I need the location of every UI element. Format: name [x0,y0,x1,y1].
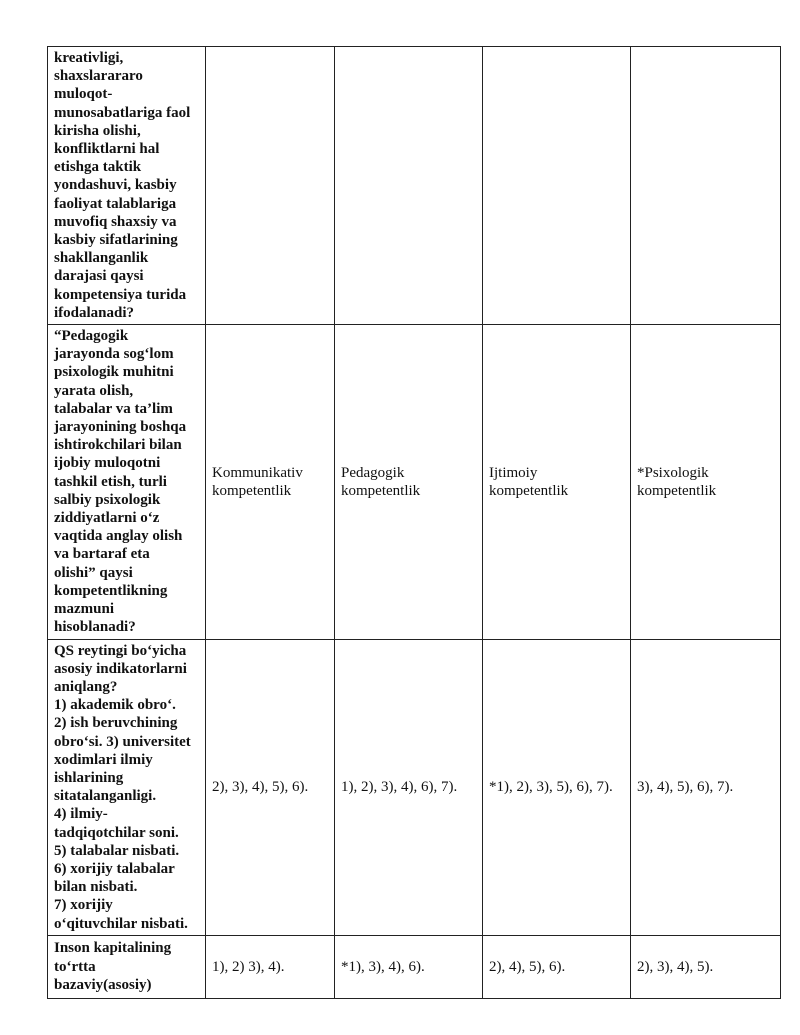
option-cell [206,935,335,998]
option-cell [335,325,483,639]
option-cell [483,325,631,639]
question-text: kreativligi, shaxslarararo muloqot- munosabatlariga faol kirisha olishi, konfliktlarni hal etishga taktik yondashuvi, kasbiy faoliyat talablariga muvofiq shaxsiy va kasbiy sifatlarining shakllanganlik darajasi qaysi kompetensiya turida ifodalanadi? [54,50,191,321]
option-text: *1), 2), 3), 5), 6), 7). [489,779,613,796]
option-cell [483,47,631,325]
option-text: 3), 4), 5), 6), 7). [637,779,734,796]
option-cell [206,47,335,325]
table-row [48,639,781,935]
option-cell [206,639,335,935]
option-text: Kommunikativ kompetentlik [212,464,303,499]
option-text: 2), 3), 4), 5), 6). [212,779,309,796]
option-text: 2), 3), 4), 5). [637,958,714,975]
option-cell [483,639,631,935]
option-cell [631,639,781,935]
option-cell [631,325,781,639]
option-text: 1), 2) 3), 4). [212,958,285,975]
option-cell [335,935,483,998]
option-cell [335,639,483,935]
option-cell [483,935,631,998]
option-text: Pedagogik kompetentlik [341,464,421,499]
option-cell [206,325,335,639]
table-row [48,325,781,639]
option-cell [631,47,781,325]
option-text: *1), 3), 4), 6). [341,958,425,975]
question-cell [48,935,206,998]
option-cell [335,47,483,325]
option-text: 2), 4), 5), 6). [489,958,566,975]
table-row [48,47,781,325]
question-text: QS reytingi bo‘yicha asosiy indikatorlarni aniqlang? 1) akademik obro‘. 2) ish beruvchining obro‘si. 3) universitet xodimlari ilmiy ishlarining sitatalanganligi. 4) ilmiy- tadqiqotchilar soni. 5) talabalar nisbati. 6) xorijiy talabalar bilan nisbati. 7) xorijiy o‘qituvchilar nisbati. [54,642,191,932]
quiz-table [47,46,781,999]
option-text: 1), 2), 3), 4), 6), 7). [341,779,458,796]
question-cell [48,639,206,935]
question-text: “Pedagogik jarayonda sog‘lom psixologik muhitni yarata olish, talabalar va ta’lim jarayonining boshqa ishtirokchilari bilan ijobiy muloqotni tashkil etish, turli salbiy psixologik ziddiyatlarni o‘z vaqtida anglay olish va bartaraf eta olishi” qaysi kompetentlikning mazmuni hisoblanadi? [54,328,187,636]
option-text: Ijtimoiy kompetentlik [489,464,569,499]
question-text: Inson kapitalining to‘rtta bazaviy(asosiy) [54,940,172,993]
option-cell [631,935,781,998]
question-cell [48,47,206,325]
option-text: *Psixologik kompetentlik [637,464,717,499]
table-row [48,935,781,998]
question-cell [48,325,206,639]
